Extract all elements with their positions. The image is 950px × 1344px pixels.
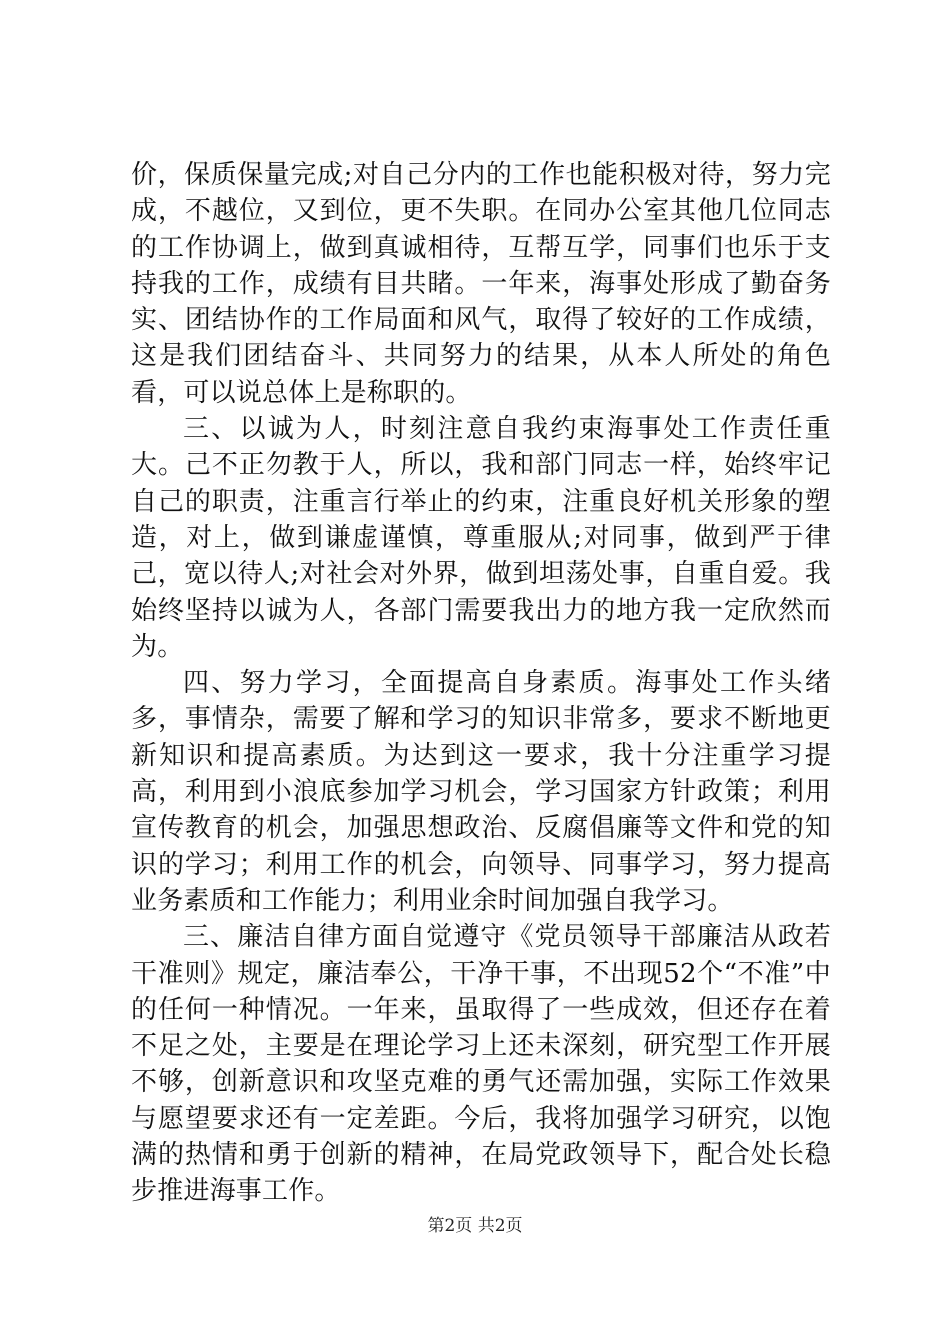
page-number-footer: 第2页 共2页 (427, 1216, 523, 1236)
document-body (131, 157, 831, 1210)
paragraph-integrity: 三、以诚为人，时刻注意自我约束海事处工作责任重大。己不正勿教于人，所以，我和部门同志一样，始终牢记自己的职责，注重言行举止的约束，注重良好机关形象的塑造，对上，做到谦虚谨慎，尊重服从;对同事，做到严于律己，宽以待人;对社会对外界，做到坦荡处事，自重自爱。我始终坚持以诚为人，各部门需要我出力的地方我一定欣然而为。 (131, 414, 831, 662)
paragraph-continuation: 价，保质保量完成;对自己分内的工作也能积极对待，努力完成，不越位，又到位，更不失职。在同办公室其他几位同志的工作协调上，做到真诚相待，互帮互学，同事们也乐于支持我的工作，成绩有目共睹。一年来，海事处形成了勤奋务实、团结协作的工作局面和风气，取得了较好的工作成绩，这是我们团结奋斗、共同努力的结果，从本人所处的角色看，可以说总体上是称职的。 (131, 160, 831, 408)
paragraph-self-discipline: 三、廉洁自律方面自觉遵守《党员领导干部廉洁从政若干准则》规定，廉洁奉公，干净干事，不出现52个“不准”中的任何一种情况。一年来，虽取得了一些成效，但还存在着不足之处，主要是在理论学习上还未深刻，研究型工作开展不够，创新意识和攻坚克难的勇气还需加强，实际工作效果与愿望要求还有一定差距。今后，我将加强学习研究，以饱满的热情和勇于创新的精神，在局党政领导下，配合处长稳步推进海事工作。 (131, 922, 831, 1207)
paragraph-study: 四、努力学习，全面提高自身素质。海事处工作头绪多，事情杂，需要了解和学习的知识非常多，要求不断地更新知识和提高素质。为达到这一要求，我十分注重学习提高，利用到小浪底参加学习机会，学习国家方针政策；利用宣传教育的机会，加强思想政治、反腐倡廉等文件和党的知识的学习；利用工作的机会，向领导、同事学习，努力提高业务素质和工作能力；利用业余时间加强自我学习。 (131, 668, 831, 916)
